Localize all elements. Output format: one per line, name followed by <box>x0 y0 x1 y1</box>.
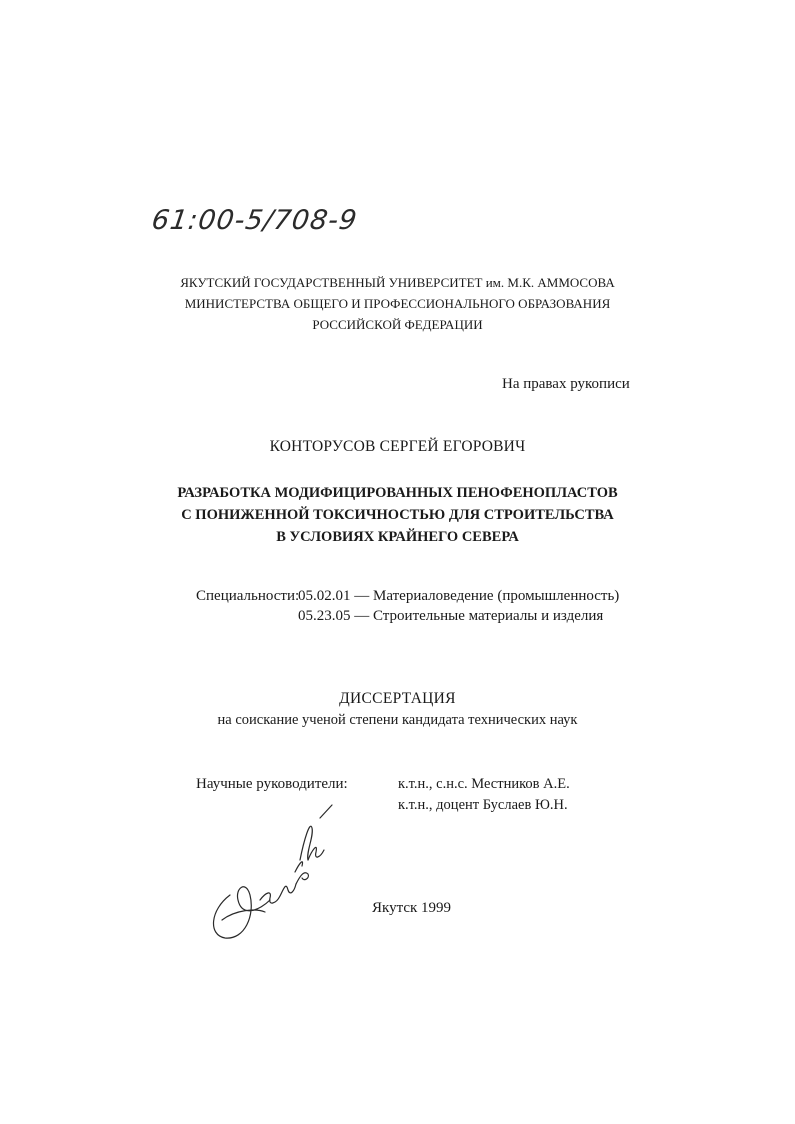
supervisors-label: Научные руководители: <box>196 776 348 792</box>
degree-description: на соискание ученой степени кандидата технических наук <box>217 712 578 728</box>
institution-line-1: ЯКУТСКИЙ ГОСУДАРСТВЕННЫЙ УНИВЕРСИТЕТ им. М.К. АММОСОВА <box>180 275 615 290</box>
author-name: КОНТОРУСОВ СЕРГЕЙ ЕГОРОВИЧ <box>269 438 526 455</box>
document-type: ДИССЕРТАЦИЯ <box>339 690 456 707</box>
institution-block <box>0 272 795 335</box>
handwritten-catalog-code: 61:00-5/708-9 <box>149 205 360 236</box>
supervisor-item-2: к.т.н., доцент Буслаев Ю.Н. <box>398 797 568 813</box>
institution-line-3: РОССИЙСКОЙ ФЕДЕРАЦИИ <box>312 317 483 332</box>
place-and-year: Якутск 1999 <box>372 900 452 916</box>
handwritten-signature <box>200 800 350 950</box>
specialty-item-2: 05.23.05 — Строительные материалы и изделия <box>298 608 604 624</box>
title-line-2: С ПОНИЖЕННОЙ ТОКСИЧНОСТЬЮ ДЛЯ СТРОИТЕЛЬСТВА <box>181 507 614 523</box>
rights-note: На правах рукописи <box>502 376 630 392</box>
institution-line-2: МИНИСТЕРСТВА ОБЩЕГО И ПРОФЕССИОНАЛЬНОГО ОБРАЗОВАНИЯ <box>184 296 611 311</box>
title-line-1: РАЗРАБОТКА МОДИФИЦИРОВАННЫХ ПЕНОФЕНОПЛАСТОВ <box>177 485 618 501</box>
supervisor-item-1: к.т.н., с.н.с. Местников А.Е. <box>398 776 570 792</box>
dissertation-title <box>0 482 795 548</box>
title-line-3: В УСЛОВИЯХ КРАЙНЕГО СЕВЕРА <box>276 529 519 545</box>
specialty-item-1: 05.02.01 — Материаловедение (промышленность) <box>298 588 620 604</box>
specialties-label: Специальности: <box>196 588 300 604</box>
